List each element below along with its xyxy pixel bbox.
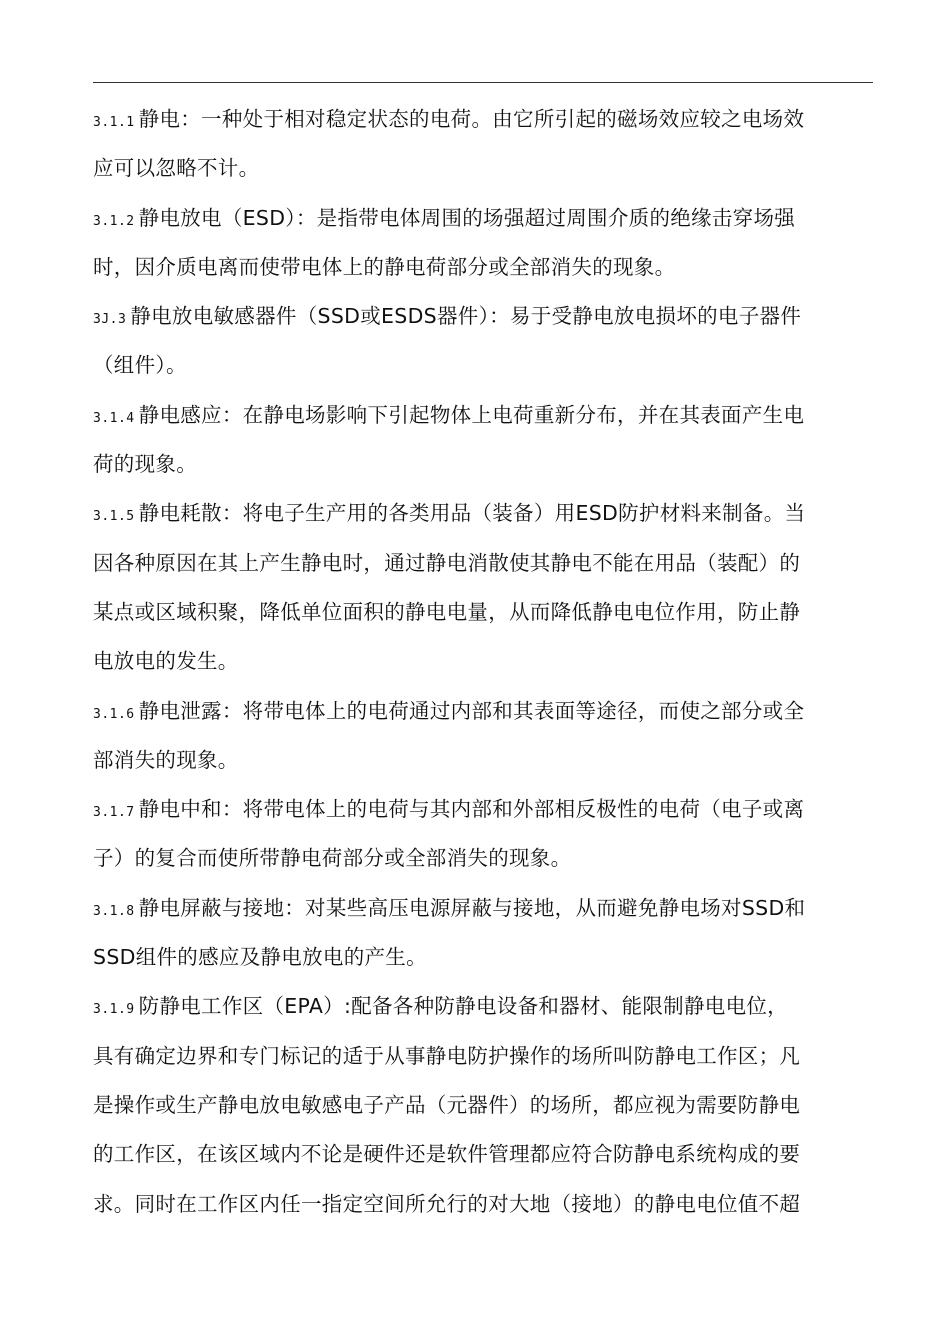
paragraph-line (93, 785, 883, 834)
clause-number: 3.1.2 (93, 213, 135, 229)
clause-number: 3.1.5 (93, 509, 135, 525)
paragraph-line: 子）的复合而使所带静电荷部分或全部消失的现象。 (93, 846, 572, 871)
clause-number: 3.1.1 (93, 115, 135, 130)
clause-number: 3.1.7 (93, 805, 135, 821)
paragraph-text: 静电泄露：将带电体上的电荷通过内部和其表面等途径，而使之部分或全 (138, 698, 805, 723)
paragraph-text: 防静电工作区（EPA）:配备各种防静电设备和器材、能限制静电电位， (138, 994, 788, 1019)
paragraph-line (93, 687, 883, 736)
paragraph-line: 是操作或生产静电放电敏感电子产品（元器件）的场所，都应视为需要防静电 (93, 1092, 801, 1117)
clause-number: 3.1.8 (93, 903, 135, 919)
clause-number: 3.1.6 (93, 706, 135, 722)
header-rule (93, 82, 873, 83)
paragraph-line: SSD组件的感应及静电放电的产生。 (93, 945, 427, 970)
paragraph-line (93, 95, 883, 144)
paragraph-line: 求。同时在工作区内任一指定空间所允行的对大地（接地）的静电电位值不超 (93, 1191, 801, 1216)
paragraph-line (93, 292, 883, 341)
paragraph-line: 应可以忽略不计。 (93, 156, 260, 181)
paragraph-text: 静电感应：在静电场影响下引起物体上电荷重新分布，并在其表面产生电 (138, 402, 805, 427)
paragraph-text: 静电中和：将带电体上的电荷与其内部和外部相反极性的电荷（电子或离 (138, 797, 805, 822)
paragraph-line: （组件）。 (93, 353, 187, 378)
document-body (93, 95, 883, 1229)
clause-number: 3.1.4 (93, 410, 135, 426)
paragraph-line: 的工作区，在该区域内不论是硬件还是软件管理都应符合防静电系统构成的要 (93, 1142, 801, 1167)
clause-number: 3.1.9 (93, 1002, 135, 1018)
paragraph-line: 因各种原因在其上产生静电时，通过静电消散使其静电不能在用品（装配）的 (93, 550, 801, 575)
paragraph-text: 静电放电（ESD）：是指带电体周围的场强超过周围介质的绝缘击穿场强 (138, 205, 796, 230)
paragraph-line (93, 391, 883, 440)
paragraph-line: 某点或区域积聚，降低单位面积的静电电量，从而降低静电电位作用，防止静 (93, 599, 801, 624)
paragraph-line: 部消失的现象。 (93, 747, 239, 772)
paragraph-text: 静电：一种处于相对稳定状态的电荷。由它所引起的磁场效应较之电场效 (138, 107, 805, 131)
paragraph-line: 具有确定边界和专门标记的适于从事静电防护操作的场所叫防静电工作区；凡 (93, 1043, 801, 1068)
paragraph-line (93, 884, 883, 933)
paragraph-line (93, 489, 883, 538)
paragraph-line: 荷的现象。 (93, 452, 197, 477)
paragraph-line: 电放电的发生。 (93, 649, 239, 674)
paragraph-line (93, 194, 883, 243)
clause-number: 3J.3 (93, 312, 127, 328)
paragraph-text: 静电屏蔽与接地：对某些高压电源屏蔽与接地，从而避免静电场对SSD和 (138, 895, 806, 920)
paragraph-line (93, 982, 883, 1031)
paragraph-line: 时，因介质电离而使带电体上的静电荷部分或全部消失的现象。 (93, 254, 676, 279)
paragraph-text: 静电放电敏感器件（SSD或ESDS器件）：易于受静电放电损坏的电子器件 (130, 304, 802, 329)
paragraph-text: 静电耗散：将电子生产用的各类用品（装备）用ESD防护材料来制备。当 (138, 501, 806, 526)
